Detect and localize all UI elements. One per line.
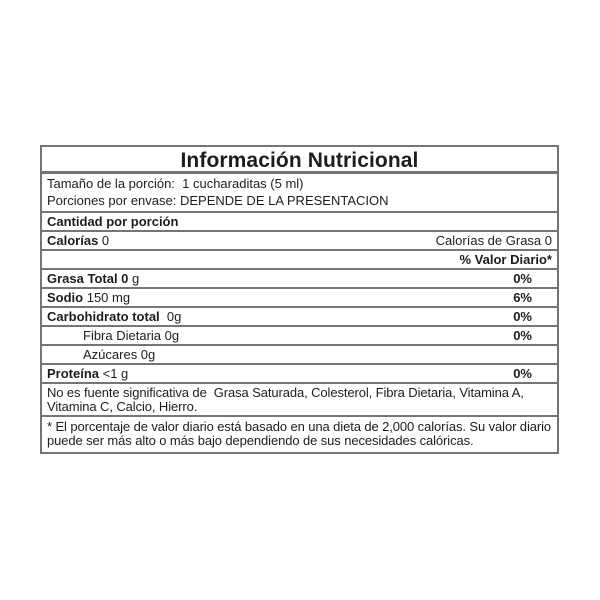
calories-left <box>47 233 109 248</box>
daily-value-percent: 0% <box>513 309 532 324</box>
nutrient-row-carbohidrato <box>42 308 557 327</box>
daily-value-footnote: * El porcentaje de valor diario está basado en una dieta de 2,000 calorías. Su valor diario puede ser más alto o más bajo dependiendo de sus necesidades calóricas. <box>47 419 555 448</box>
daily-value-percent: 0% <box>513 271 532 286</box>
amount-per-serving-row <box>42 213 557 232</box>
nutrient-name-bold: Grasa Total 0 <box>47 271 129 286</box>
nutrient-name: Azúcares 0g <box>83 347 156 362</box>
nutrient-row-sodio <box>42 289 557 308</box>
nutrition-label <box>40 145 559 454</box>
daily-value-percent: 0% <box>513 366 532 381</box>
daily-value-header: % Valor Diario* <box>459 252 552 267</box>
nutrient-name-bold: Proteína <box>47 366 100 381</box>
nutrient-name <box>47 309 181 324</box>
nutrient-row-proteina <box>42 365 557 384</box>
label-title: Información Nutricional <box>42 147 557 174</box>
nutrient-row-fibra-dietaria <box>42 327 557 346</box>
nutrient-amount: g <box>128 271 140 286</box>
nutrient-amount: <1 g <box>99 366 129 381</box>
amount-per-serving-label: Cantidad por porción <box>47 214 179 229</box>
serving-size-line: Tamaño de la porción: 1 cucharaditas (5 ml) <box>47 176 304 191</box>
serving-section <box>42 174 557 213</box>
servings-per-container-line: Porciones por envase: DEPENDE DE LA PRESENTACION <box>47 193 389 208</box>
nutrient-row-grasa-total <box>42 270 557 289</box>
nutrient-amount: 150 mg <box>83 290 131 305</box>
nutrient-amount: 0g <box>159 309 182 324</box>
calories-from-fat: Calorías de Grasa 0 <box>435 233 552 248</box>
calories-label: Calorías <box>47 233 99 248</box>
calories-row <box>42 232 557 251</box>
daily-value-percent: 6% <box>513 290 532 305</box>
nutrient-name: Fibra Dietaria 0g <box>83 328 180 343</box>
nutrient-name <box>47 366 128 381</box>
nutrient-name <box>47 290 130 305</box>
daily-value-percent: 0% <box>513 328 532 343</box>
nutrient-name-bold: Sodio <box>47 290 84 305</box>
nutrient-name-bold: Carbohidrato total <box>47 309 160 324</box>
not-significant-note: No es fuente significativa de Grasa Saturada, Colesterol, Fibra Dietaria, Vitamina A, Vitamina C, Calcio, Hierro. <box>42 384 557 417</box>
daily-value-header-row <box>42 251 557 270</box>
calories-value: 0 <box>98 233 110 248</box>
nutrient-row-azucares <box>42 346 557 365</box>
nutrient-name <box>47 271 139 286</box>
